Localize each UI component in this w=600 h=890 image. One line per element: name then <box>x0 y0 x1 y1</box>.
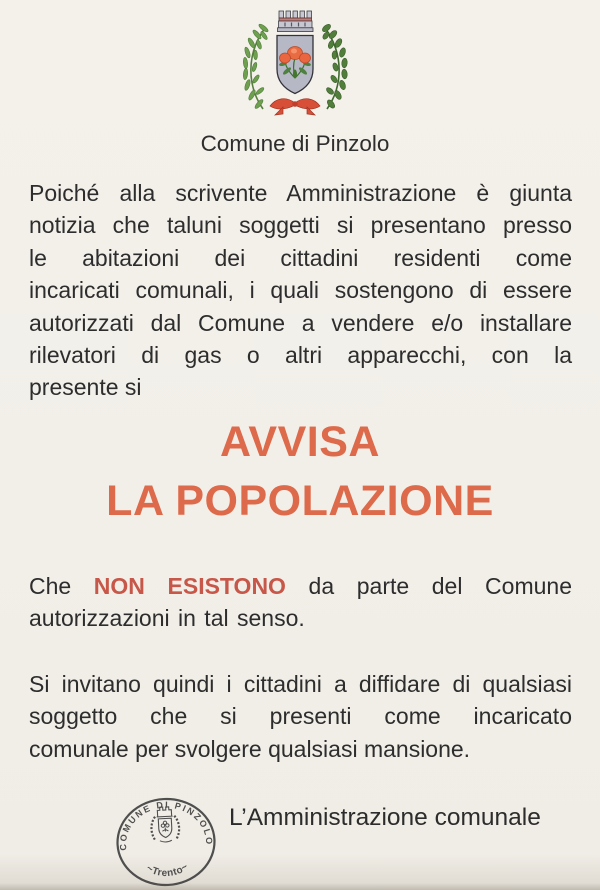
headline-line-2: LA POPOLAZIONE <box>106 477 494 525</box>
signature: L’Amministrazione comunale <box>229 804 541 831</box>
scan-edge-shadow <box>0 883 600 890</box>
laurel-branch-icon <box>243 23 269 110</box>
stamp-top-text: COMUNE DI PINZOLO <box>117 799 215 851</box>
shield-icon <box>277 36 313 94</box>
statement-line-1 <box>29 570 572 602</box>
municipality-name: Comune di Pinzolo <box>200 131 390 156</box>
stamp-svg <box>112 793 221 890</box>
headline <box>2 413 598 531</box>
coat-of-arms-svg <box>233 8 357 118</box>
statement-suffix: da parte del Comune <box>285 573 572 599</box>
text-line: notizia che taluni soggetti si presentano presso <box>29 212 572 239</box>
headline-line-1: AVVISA <box>220 418 380 466</box>
text-line: Si invitano quindi i cittadini a diffidare di qualsiasi <box>29 671 572 697</box>
text-line: presente si <box>29 374 142 401</box>
text-line: comunale per svolgere qualsiasi mansione. <box>29 735 471 762</box>
text-line: soggetto che si presenti come incaricato <box>29 703 572 730</box>
text-line: rilevatori di gas o altri apparecchi, con la <box>29 342 572 369</box>
pinzolo-coat-of-arms-icon <box>233 8 357 118</box>
intro-paragraph <box>29 177 572 404</box>
oak-branch-icon <box>321 23 348 109</box>
text-line: le abitazioni dei cittadini residenti come <box>29 244 572 271</box>
text-line: autorizzati dal Comune a vendere e/o installare <box>29 309 572 336</box>
statement-prefix: Che <box>29 573 94 599</box>
statement-line-2: autorizzazioni in tal senso. <box>29 605 305 632</box>
mural-crown-icon <box>278 11 314 32</box>
statement-paragraph <box>29 570 572 635</box>
round-municipal-stamp-icon <box>112 793 221 890</box>
statement-accent: NON ESISTONO <box>93 573 286 599</box>
ribbon-icon <box>270 99 320 115</box>
stamp-crest-icon <box>150 806 179 842</box>
text-line: incaricati comunali, i quali sostengono di essere <box>29 277 572 304</box>
stamp-bottom-text: ~Trento~ <box>144 861 191 880</box>
text-line: Poiché alla scrivente Amministrazione è giunta <box>29 180 572 206</box>
advice-paragraph <box>29 668 572 765</box>
